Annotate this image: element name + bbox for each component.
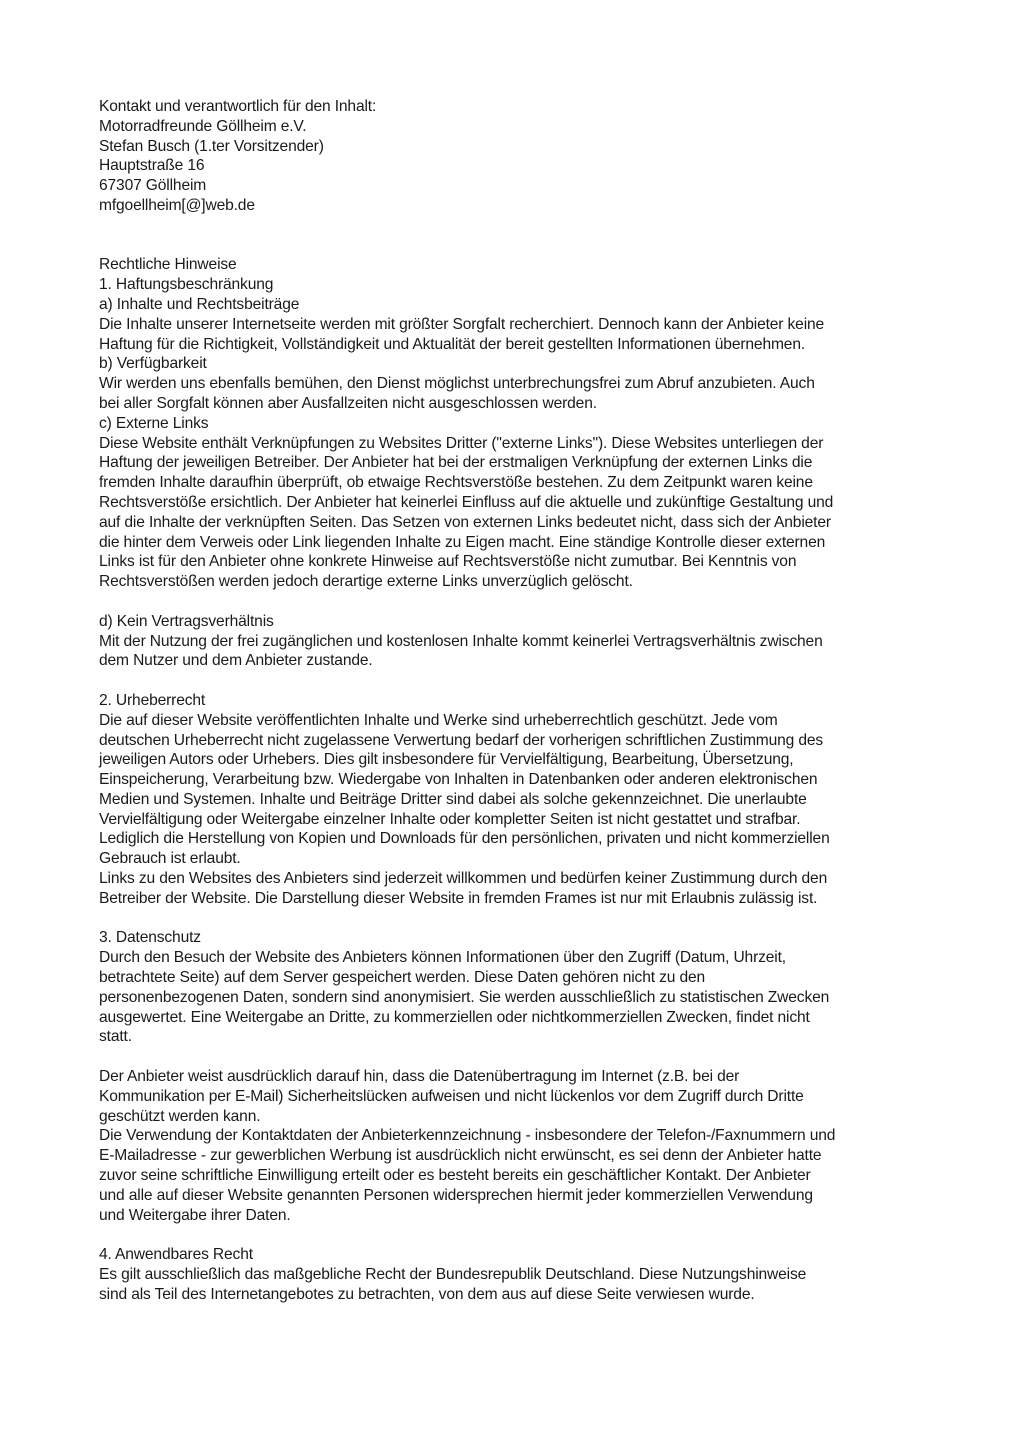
club-name: Motorradfreunde Göllheim e.V. bbox=[99, 117, 307, 135]
paragraph-line: Links ist für den Anbieter ohne konkrete Hinweise auf Rechtsverstöße nicht zumutbar. Bei Kenntnis von bbox=[99, 553, 797, 571]
paragraph-line: zuvor seine schriftliche Einwilligung erteilt oder es besteht bereits ein geschäftlicher Kontakt. Der Anbieter bbox=[99, 1167, 811, 1185]
paragraph-line: jeweiligen Autors oder Urhebers. Dies gilt insbesondere für Vervielfältigung, Bearbeitung, Übersetzung, bbox=[99, 751, 794, 769]
paragraph-line: deutschen Urheberrecht nicht zugelassene Verwertung bedarf der vorherigen schriftlichen Zustimmung des bbox=[99, 731, 824, 749]
legal-section-1d bbox=[99, 612, 959, 671]
paragraph-line: dem Nutzer und dem Anbieter zustande. bbox=[99, 652, 373, 670]
paragraph-line: personenbezogenen Daten, sondern sind anonymisiert. Sie werden ausschließlich zu statistischen Zwecken bbox=[99, 988, 830, 1006]
paragraph-line: geschützt werden kann. bbox=[99, 1107, 261, 1125]
legal-section-4 bbox=[99, 1245, 959, 1304]
paragraph-line: Haftung der jeweiligen Betreiber. Der Anbieter hat bei der erstmaligen Verknüpfung der externen Links die bbox=[99, 454, 813, 472]
paragraph-line: Kommunikation per E-Mail) Sicherheitslücken aufweisen und nicht lückenlos vor dem Zugriff durch Dritte bbox=[99, 1087, 804, 1105]
section-heading-applicable-law: 4. Anwendbares Recht bbox=[99, 1246, 253, 1264]
paragraph-line: Medien und Systemen. Inhalte und Beiträge Dritter sind dabei als solche gekennzeichnet. Die unerlaubte bbox=[99, 790, 807, 808]
legal-section-1 bbox=[99, 255, 959, 592]
paragraph-line: Der Anbieter weist ausdrücklich darauf hin, dass die Datenübertragung im Internet (z.B. bei der bbox=[99, 1068, 740, 1086]
section-heading-liability: 1. Haftungsbeschränkung bbox=[99, 276, 274, 294]
postal-city: 67307 Göllheim bbox=[99, 177, 207, 195]
paragraph-line: Mit der Nutzung der frei zugänglichen und kostenlosen Inhalte kommt keinerlei Vertragsverhältnis zwischen bbox=[99, 632, 823, 650]
street-address: Hauptstraße 16 bbox=[99, 157, 205, 175]
paragraph-line: Rechtsverstöße ersichtlich. Der Anbieter hat keinerlei Einfluss auf die aktuelle und zukünftige Gestaltung und bbox=[99, 493, 834, 511]
legal-section-3 bbox=[99, 928, 959, 1047]
paragraph-line: und alle auf dieser Website genannten Personen widersprechen hiermit jeder kommerziellen Verwendung bbox=[99, 1186, 813, 1204]
paragraph-line: Vervielfältigung oder Weitergabe einzelner Inhalte oder kompletter Seiten ist nicht gestattet und strafbar. bbox=[99, 810, 801, 828]
contact-heading: Kontakt und verantwortlich für den Inhalt: bbox=[99, 98, 377, 115]
paragraph-line: sind als Teil des Internetangebotes zu betrachten, von dem aus auf diese Seite verwiesen wurde. bbox=[99, 1285, 755, 1303]
document-page bbox=[99, 97, 959, 1305]
paragraph-line: Diese Website enthält Verknüpfungen zu Websites Dritter ("externe Links"). Diese Websites unterliegen der bbox=[99, 434, 824, 452]
paragraph-line: Betreiber der Website. Die Darstellung dieser Website in fremden Frames ist nur mit Erlaubnis zulässig ist. bbox=[99, 889, 818, 907]
paragraph-line: betrachtete Seite) auf dem Server gespeichert werden. Diese Daten gehören nicht zu den bbox=[99, 969, 706, 987]
contact-email: mfgoellheim[@]web.de bbox=[99, 196, 255, 214]
paragraph-line: Lediglich die Herstellung von Kopien und Downloads für den persönlichen, privaten und nicht kommerziellen bbox=[99, 830, 830, 848]
paragraph-line: Einspeicherung, Verarbeitung bzw. Wiedergabe von Inhalten in Datenbanken oder anderen elektronischen bbox=[99, 771, 818, 789]
paragraph-line: statt. bbox=[99, 1028, 132, 1046]
legal-title: Rechtliche Hinweise bbox=[99, 256, 237, 274]
legal-section-2 bbox=[99, 691, 959, 909]
paragraph-line: bei aller Sorgfalt können aber Ausfallzeiten nicht ausgeschlossen werden. bbox=[99, 394, 597, 412]
paragraph-line: Die Inhalte unserer Internetseite werden mit größter Sorgfalt recherchiert. Dennoch kann der Anbieter keine bbox=[99, 315, 825, 333]
paragraph-line: Haftung für die Richtigkeit, Vollständigkeit und Aktualität der bereit gestellten Informationen übernehmen. bbox=[99, 335, 806, 353]
contact-block bbox=[99, 97, 959, 216]
paragraph-line: Die Verwendung der Kontaktdaten der Anbieterkennzeichnung - insbesondere der Telefon-/Faxnummern und bbox=[99, 1127, 836, 1145]
paragraph-line: Wir werden uns ebenfalls bemühen, den Dienst möglichst unterbrechungsfrei zum Abruf anzubieten. Auch bbox=[99, 375, 815, 393]
paragraph-line: Rechtsverstößen werden jedoch derartige externe Links unverzüglich gelöscht. bbox=[99, 573, 633, 591]
paragraph-line: auf die Inhalte der verknüpften Seiten. Das Setzen von externen Links bedeutet nicht, dass sich der Anbieter bbox=[99, 513, 831, 531]
legal-section-3b bbox=[99, 1067, 959, 1225]
paragraph-line: Es gilt ausschließlich das maßgebliche Recht der Bundesrepublik Deutschland. Diese Nutzungshinweise bbox=[99, 1266, 807, 1284]
section-heading-privacy: 3. Datenschutz bbox=[99, 929, 201, 947]
contact-person: Stefan Busch (1.ter Vorsitzender) bbox=[99, 137, 324, 155]
paragraph-line: E-Mailadresse - zur gewerblichen Werbung ist ausdrücklich nicht erwünscht, es sei denn der Anbieter hatte bbox=[99, 1147, 822, 1165]
section-heading-copyright: 2. Urheberrecht bbox=[99, 691, 206, 709]
paragraph-line: Gebrauch ist erlaubt. bbox=[99, 850, 241, 868]
paragraph-line: fremden Inhalte daraufhin überprüft, ob etwaige Rechtsverstöße bestehen. Zu dem Zeitpunkt waren keine bbox=[99, 474, 813, 492]
subsection-heading-availability: b) Verfügbarkeit bbox=[99, 355, 207, 373]
paragraph-line: ausgewertet. Eine Weitergabe an Dritte, zu kommerziellen oder nichtkommerziellen Zwecken, findet nicht bbox=[99, 1008, 810, 1026]
paragraph-line: Durch den Besuch der Website des Anbieters können Informationen über den Zugriff (Datum, Uhrzeit, bbox=[99, 949, 786, 967]
subsection-heading-external-links: c) Externe Links bbox=[99, 414, 209, 432]
paragraph-line: die hinter dem Verweis oder Link liegenden Inhalte zu Eigen macht. Eine ständige Kontrolle dieser externen bbox=[99, 533, 826, 551]
subsection-heading-content: a) Inhalte und Rechtsbeiträge bbox=[99, 295, 300, 313]
paragraph-line: und Weitergabe ihrer Daten. bbox=[99, 1206, 291, 1224]
subsection-heading-no-contract: d) Kein Vertragsverhältnis bbox=[99, 612, 274, 630]
paragraph-line: Die auf dieser Website veröffentlichten Inhalte und Werke sind urheberrechtlich geschützt. Jede vom bbox=[99, 711, 778, 729]
paragraph-line: Links zu den Websites des Anbieters sind jederzeit willkommen und bedürfen keiner Zustimmung durch den bbox=[99, 870, 828, 888]
